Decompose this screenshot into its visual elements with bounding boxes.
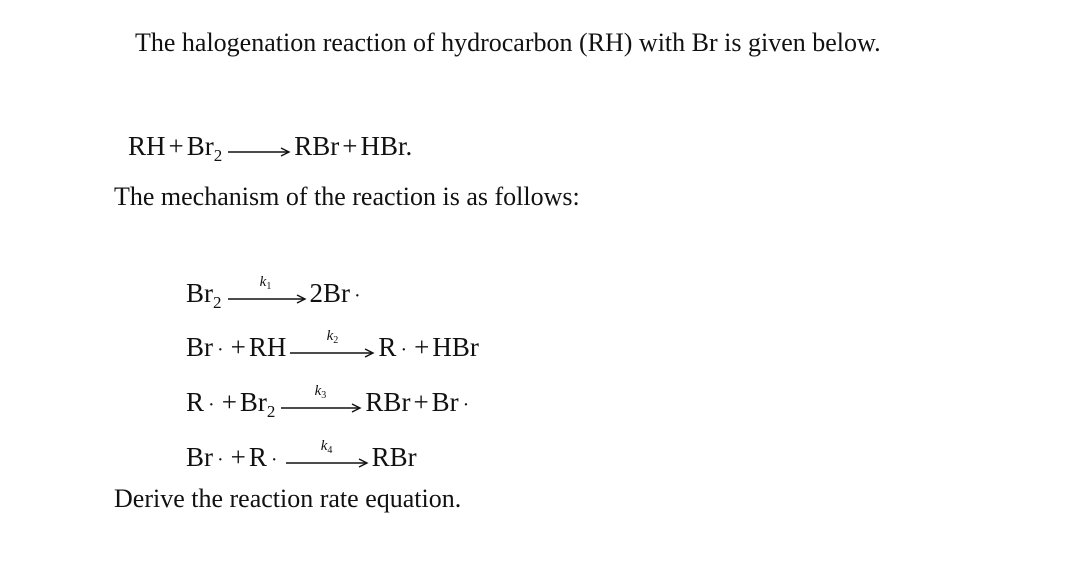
step3-radical-dot-1: · bbox=[208, 394, 215, 416]
step1-lhs: $Br_2$ bbox=[186, 278, 222, 312]
step2-arrow-icon bbox=[288, 328, 376, 356]
step2-lhs-a: Br bbox=[186, 332, 213, 362]
step3-radical-dot-2: · bbox=[462, 394, 470, 416]
overall-lhs-br2: $Br_2$ bbox=[186, 131, 223, 165]
mechanism-step-1 bbox=[186, 274, 365, 312]
step4-lhs-b: R bbox=[248, 442, 267, 472]
step3-arrow-icon bbox=[277, 383, 363, 411]
step2-plus: + bbox=[230, 332, 246, 362]
step3-plus-2: + bbox=[413, 387, 429, 417]
intro-text: The halogenation reaction of hydrocarbon (RH) with Br is given below. bbox=[135, 28, 881, 57]
step2-radical-dot-2: · bbox=[400, 339, 408, 361]
step3-rhs-a: RBr bbox=[365, 387, 411, 417]
step3-plus: + bbox=[221, 387, 237, 417]
step4-plus: + bbox=[230, 442, 246, 472]
step3-rhs-b: Br bbox=[431, 387, 459, 417]
mechanism-step-2 bbox=[186, 328, 479, 362]
step4-lhs-a: Br bbox=[186, 442, 213, 472]
step3-lhs-b: $Br_2$ bbox=[239, 387, 276, 421]
step1-radical-dot: · bbox=[354, 285, 361, 307]
step2-rate-constant: $k_2$ bbox=[326, 328, 339, 346]
step1-rhs: 2Br bbox=[309, 278, 350, 308]
overall-rhs-hbr: HBr. bbox=[360, 131, 413, 161]
overall-rhs-rbr: RBr bbox=[294, 131, 340, 161]
step3-lhs-a: R bbox=[186, 387, 205, 417]
step1-rate-constant: $k_1$ bbox=[259, 274, 272, 292]
step4-arrow-icon bbox=[284, 438, 370, 466]
question-text: Derive the reaction rate equation. bbox=[114, 484, 462, 513]
mechanism-step-4 bbox=[186, 438, 417, 472]
step2-rhs-a: R bbox=[378, 332, 397, 362]
step4-rhs: RBr bbox=[371, 442, 417, 472]
step2-rhs-b: HBr bbox=[432, 332, 479, 362]
step1-arrow-icon bbox=[224, 274, 308, 302]
overall-plus-2: + bbox=[342, 131, 358, 161]
step4-rate-constant: $k_4$ bbox=[320, 438, 333, 456]
mechanism-intro: The mechanism of the reaction is as follows: bbox=[114, 182, 580, 211]
overall-lhs-rh: RH bbox=[128, 131, 166, 161]
step3-rate-constant: $k_3$ bbox=[314, 383, 327, 401]
step2-radical-dot-1: · bbox=[217, 339, 224, 361]
overall-arrow-icon bbox=[224, 135, 292, 155]
step4-radical-dot-1: · bbox=[217, 449, 224, 471]
step4-radical-dot-2: · bbox=[270, 449, 278, 471]
mechanism-step-3 bbox=[186, 383, 473, 421]
step2-plus-2: + bbox=[414, 332, 430, 362]
overall-reaction bbox=[128, 131, 413, 165]
step2-lhs-b: RH bbox=[248, 332, 287, 362]
overall-plus: + bbox=[168, 131, 184, 161]
